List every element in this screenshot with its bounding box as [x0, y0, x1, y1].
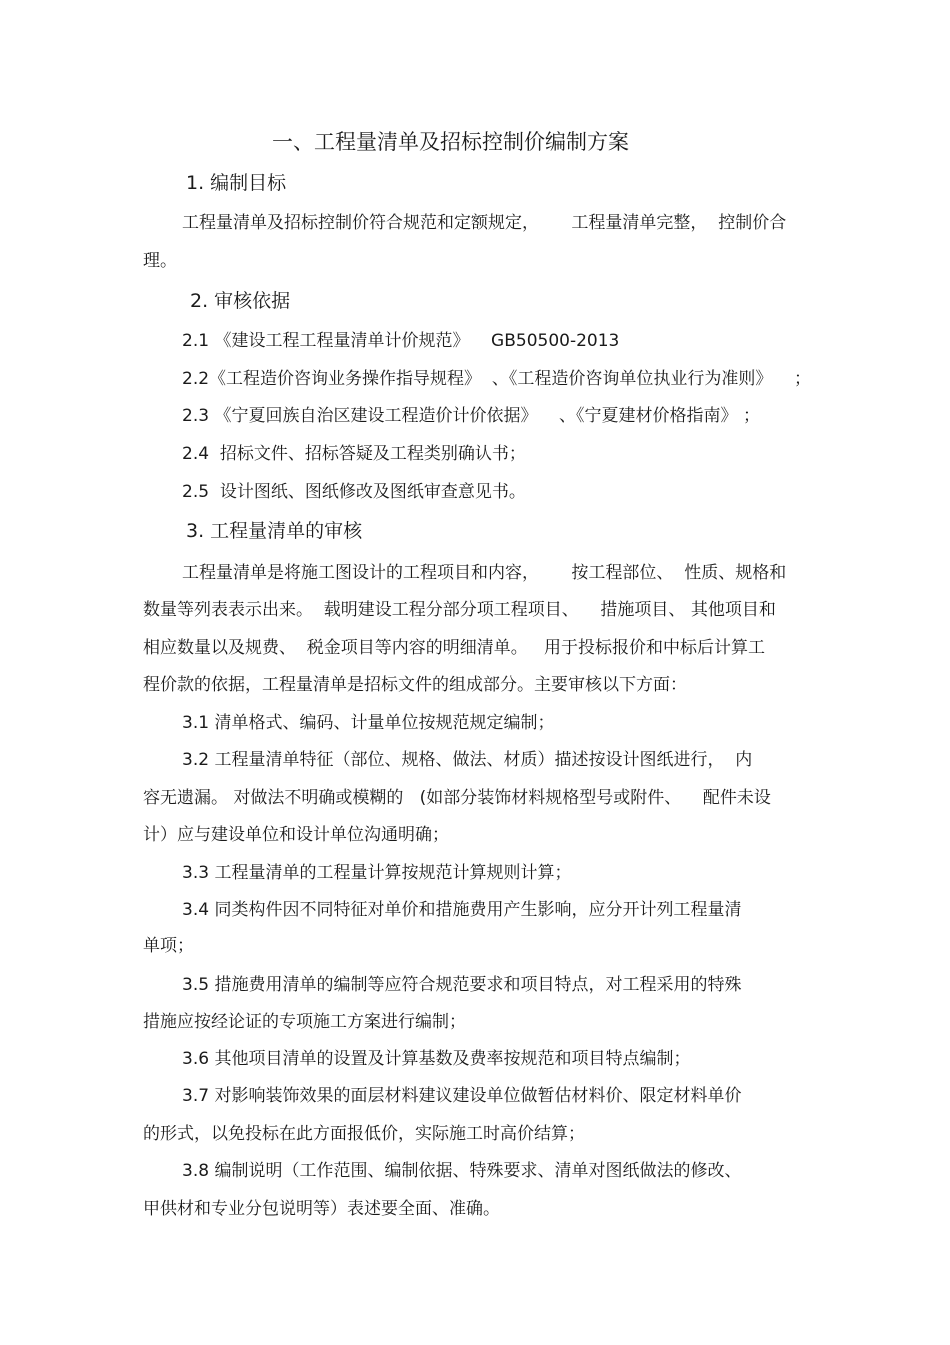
list-item: 3.7 对影响装饰效果的面层材料建议建设单位做暂估材料价、限定材料单价 [182, 1086, 742, 1106]
paragraph-line: 工程量清单及招标控制价符合规范和定额规定， 工程量清单完整， 控制价合 [182, 213, 787, 233]
list-item: 2.4 招标文件、招标答疑及工程类别确认书； [182, 444, 526, 464]
paragraph-line: 数量等列表表示出来。 载明建设工程分部分项工程项目、 措施项目、 其他项目和 [143, 600, 776, 620]
paragraph-line: 措施应按经论证的专项施工方案进行编制； [143, 1012, 466, 1032]
section-heading-1: 1. 编制目标 [186, 172, 287, 194]
list-item: 3.1 清单格式、编码、计量单位按规范规定编制； [182, 713, 555, 733]
list-item: 3.3 工程量清单的工程量计算按规范计算规则计算； [182, 863, 572, 883]
list-item: 3.4 同类构件因不同特征对单价和措施费用产生影响，应分开计列工程量清 [182, 900, 742, 920]
paragraph-line: 单项； [143, 936, 194, 956]
list-item: 2.2《工程造价咨询业务操作指导规程》 、《工程造价咨询单位执业行为准则》 ； [182, 369, 811, 389]
list-item: 3.8 编制说明（工作范围、编制依据、特殊要求、清单对图纸做法的修改、 [182, 1161, 742, 1181]
list-item: 3.2 工程量清单特征（部位、规格、做法、材质）描述按设计图纸进行， 内 [182, 750, 753, 770]
list-item: 2.1 《建设工程工程量清单计价规范》 GB50500-2013 [182, 331, 620, 351]
paragraph-line: 工程量清单是将施工图设计的工程项目和内容， 按工程部位、 性质、规格和 [182, 563, 787, 583]
paragraph-line: 程价款的依据，工程量清单是招标文件的组成部分。主要审核以下方面： [143, 675, 687, 695]
section-heading-2: 2. 审核依据 [190, 290, 291, 312]
paragraph-line: 容无遗漏。 对做法不明确或模糊的 (如部分装饰材料规格型号或附件、 配件未设 [143, 788, 771, 808]
page-title: 一、工程量清单及招标控制价编制方案 [272, 130, 629, 154]
list-item: 3.5 措施费用清单的编制等应符合规范要求和项目特点，对工程采用的特殊 [182, 975, 742, 995]
paragraph-line: 理。 [143, 251, 177, 271]
paragraph-line: 计）应与建设单位和设计单位沟通明确； [143, 825, 449, 845]
section-heading-3: 3. 工程量清单的审核 [186, 520, 363, 542]
list-item: 3.6 其他项目清单的设置及计算基数及费率按规范和项目特点编制； [182, 1049, 691, 1069]
paragraph-line: 的形式，以免投标在此方面报低价，实际施工时高价结算； [143, 1124, 585, 1144]
paragraph-line: 甲供材和专业分包说明等）表述要全面、准确。 [143, 1199, 500, 1219]
list-item: 2.5 设计图纸、图纸修改及图纸审查意见书。 [182, 482, 526, 502]
paragraph-line: 相应数量以及规费、 税金项目等内容的明细清单。 用于投标报价和中标后计算工 [143, 638, 766, 658]
list-item: 2.3 《宁夏回族自治区建设工程造价计价依据》 、《宁夏建材价格指南》 ； [182, 406, 760, 426]
